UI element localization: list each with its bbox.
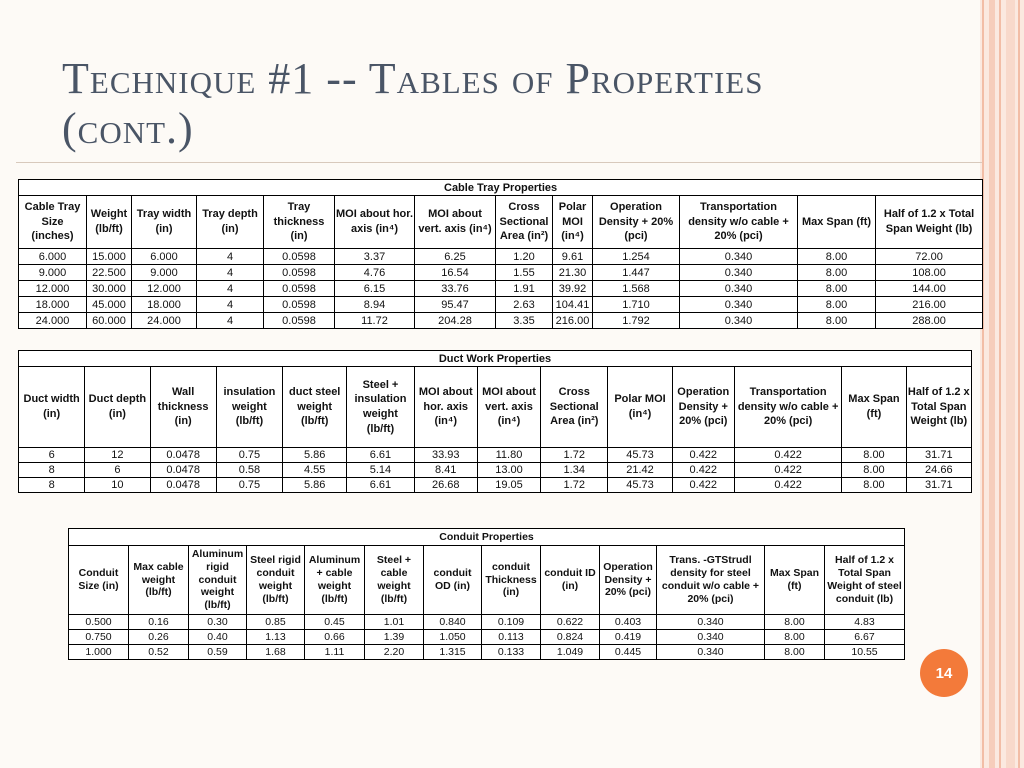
table-cell: 8.00 (842, 463, 906, 478)
table-cell: 26.68 (414, 478, 477, 493)
table-cell: 18.000 (19, 297, 87, 313)
table-header-row (19, 196, 983, 249)
table-cell: 18.000 (132, 297, 197, 313)
column-header: conduit OD (in) (424, 546, 482, 615)
table-cell: 8 (19, 478, 85, 493)
table-row (19, 448, 972, 463)
table-cell: 0.0598 (264, 249, 335, 265)
table-row (19, 463, 972, 478)
column-header: duct steel weight (lb/ft) (283, 367, 347, 448)
column-header: Trans. -GTStrudl density for steel conduit w/o cable + 20% (pci) (657, 546, 765, 615)
table-cell: 15.000 (87, 249, 132, 265)
table-cell: 8.00 (798, 249, 876, 265)
table-cell: 1.01 (365, 615, 424, 630)
table-cell: 0.622 (541, 615, 600, 630)
table-cell: 0.45 (305, 615, 365, 630)
table-cell: 31.71 (906, 478, 971, 493)
table-cell: 10 (85, 478, 150, 493)
table-cell: 0.419 (600, 630, 657, 645)
table-cell: 4 (197, 281, 264, 297)
column-header: Steel + insulation weight (lb/ft) (347, 367, 414, 448)
table-cell: 12.000 (132, 281, 197, 297)
table-cell: 4 (197, 297, 264, 313)
table-cell: 108.00 (876, 265, 983, 281)
table-cell: 11.72 (335, 313, 415, 329)
table-row (19, 478, 972, 493)
table-cell: 1.72 (541, 448, 608, 463)
table-cell: 13.00 (477, 463, 540, 478)
table-cell: 3.35 (496, 313, 553, 329)
table-cell: 8.00 (798, 297, 876, 313)
column-header: MOI about vert. axis (in⁴) (477, 367, 540, 448)
column-header: Tray width (in) (132, 196, 197, 249)
column-header: MOI about hor. axis (in⁴) (414, 367, 477, 448)
table-cell: 0.840 (424, 615, 482, 630)
table-cell: 1.049 (541, 645, 600, 660)
table-cell: 39.92 (553, 281, 593, 297)
table-row (69, 630, 905, 645)
table-cell: 0.26 (129, 630, 189, 645)
slide-edge-decoration (980, 0, 1024, 768)
table-cell: 6.25 (415, 249, 496, 265)
column-header: Aluminum + cable weight (lb/ft) (305, 546, 365, 615)
duct-work-properties-table (18, 350, 972, 493)
table-caption: Duct Work Properties (19, 351, 972, 367)
table-row (19, 265, 983, 281)
table-cell: 288.00 (876, 313, 983, 329)
table-cell: 24.000 (132, 313, 197, 329)
column-header: Cross Sectional Area (in²) (496, 196, 553, 249)
table-cell: 0.824 (541, 630, 600, 645)
table-cell: 4 (197, 313, 264, 329)
table-cell: 9.000 (19, 265, 87, 281)
table-cell: 24.000 (19, 313, 87, 329)
table-cell: 8.00 (798, 281, 876, 297)
table-cell: 0.52 (129, 645, 189, 660)
column-header: Steel rigid conduit weight (lb/ft) (247, 546, 305, 615)
table-cell: 0.133 (482, 645, 541, 660)
table-cell: 8 (19, 463, 85, 478)
table-cell: 0.0598 (264, 281, 335, 297)
table-cell: 8.00 (765, 630, 825, 645)
column-header: MOI about vert. axis (in⁴) (415, 196, 496, 249)
table-cell: 0.422 (672, 478, 734, 493)
table-cell: 1.315 (424, 645, 482, 660)
table-cell: 6.61 (347, 448, 414, 463)
table-cell: 0.403 (600, 615, 657, 630)
table-cell: 1.447 (593, 265, 680, 281)
table-cell: 216.00 (876, 297, 983, 313)
table-cell: 0.422 (734, 478, 841, 493)
table-cell: 0.40 (189, 630, 247, 645)
table-cell: 204.28 (415, 313, 496, 329)
column-header: Operation Density + 20% (pci) (593, 196, 680, 249)
table-cell: 4.76 (335, 265, 415, 281)
table-cell: 0.30 (189, 615, 247, 630)
column-header: Wall thickness (in) (150, 367, 216, 448)
table-cell: 1.11 (305, 645, 365, 660)
table-cell: 8.00 (765, 645, 825, 660)
column-header: insulation weight (lb/ft) (216, 367, 282, 448)
column-header: Max Span (ft) (842, 367, 906, 448)
slide-title (62, 54, 962, 154)
table-cell: 1.710 (593, 297, 680, 313)
table-cell: 0.340 (680, 313, 798, 329)
table-cell: 6.000 (19, 249, 87, 265)
page-number-badge: 14 (920, 649, 968, 697)
table-cell: 4.83 (825, 615, 905, 630)
column-header: Operation Density + 20% (pci) (600, 546, 657, 615)
table-cell: 0.340 (657, 615, 765, 630)
column-header: MOI about hor. axis (in⁴) (335, 196, 415, 249)
table-cell: 0.750 (69, 630, 129, 645)
table-cell: 33.76 (415, 281, 496, 297)
table-cell: 0.340 (680, 297, 798, 313)
table-cell: 11.80 (477, 448, 540, 463)
table-cell: 0.85 (247, 615, 305, 630)
table-cell: 21.42 (608, 463, 672, 478)
table-row (69, 615, 905, 630)
column-header: Max Span (ft) (765, 546, 825, 615)
table-row (19, 313, 983, 329)
column-header: Cable Tray Size (inches) (19, 196, 87, 249)
table-cell: 2.20 (365, 645, 424, 660)
table-cell: 1.13 (247, 630, 305, 645)
table-cell: 19.05 (477, 478, 540, 493)
table-cell: 0.58 (216, 463, 282, 478)
table-cell: 6.000 (132, 249, 197, 265)
title-divider (16, 162, 982, 163)
table-cell: 0.66 (305, 630, 365, 645)
table-cell: 9.000 (132, 265, 197, 281)
table-cell: 0.422 (672, 463, 734, 478)
table-caption: Cable Tray Properties (19, 180, 983, 196)
table-cell: 31.71 (906, 448, 971, 463)
table-cell: 0.0478 (150, 478, 216, 493)
table-cell: 22.500 (87, 265, 132, 281)
column-header: Polar MOI (in⁴) (608, 367, 672, 448)
table-cell: 216.00 (553, 313, 593, 329)
column-header: Polar MOI (in⁴) (553, 196, 593, 249)
table-cell: 1.568 (593, 281, 680, 297)
table-row (69, 645, 905, 660)
column-header: Transportation density w/o cable + 20% (pci) (680, 196, 798, 249)
table-cell: 1.72 (541, 478, 608, 493)
table-cell: 0.445 (600, 645, 657, 660)
table-cell: 1.000 (69, 645, 129, 660)
table-cell: 8.00 (842, 448, 906, 463)
column-header: Half of 1.2 x Total Span Weight of steel conduit (lb) (825, 546, 905, 615)
column-header: Steel + cable weight (lb/ft) (365, 546, 424, 615)
table-header-row (19, 367, 972, 448)
table-cell: 1.20 (496, 249, 553, 265)
column-header: Operation Density + 20% (pci) (672, 367, 734, 448)
table-cell: 6 (85, 463, 150, 478)
conduit-properties-table (68, 528, 905, 660)
table-cell: 33.93 (414, 448, 477, 463)
table-cell: 8.00 (798, 313, 876, 329)
table-cell: 1.34 (541, 463, 608, 478)
table-cell: 45.73 (608, 478, 672, 493)
table-cell: 0.0598 (264, 313, 335, 329)
table-cell: 4 (197, 265, 264, 281)
column-header: Aluminum rigid conduit weight (lb/ft) (189, 546, 247, 615)
column-header: Half of 1.2 x Total Span Weight (lb) (876, 196, 983, 249)
table-cell: 1.254 (593, 249, 680, 265)
table-cell: 8.00 (765, 615, 825, 630)
table-cell: 0.16 (129, 615, 189, 630)
table-cell: 5.86 (283, 448, 347, 463)
column-header: Cross Sectional Area (in²) (541, 367, 608, 448)
table-cell: 8.00 (798, 265, 876, 281)
table-cell: 144.00 (876, 281, 983, 297)
table-cell: 1.91 (496, 281, 553, 297)
table-cell: 2.63 (496, 297, 553, 313)
table-cell: 6.61 (347, 478, 414, 493)
table-cell: 12.000 (19, 281, 87, 297)
column-header: Weight (lb/ft) (87, 196, 132, 249)
table-cell: 8.41 (414, 463, 477, 478)
table-row (19, 297, 983, 313)
table-cell: 0.0478 (150, 463, 216, 478)
table-header-row (69, 546, 905, 615)
table-cell: 0.340 (680, 249, 798, 265)
table-cell: 104.41 (553, 297, 593, 313)
column-header: conduit Thickness (in) (482, 546, 541, 615)
table-cell: 1.39 (365, 630, 424, 645)
column-header: conduit ID (in) (541, 546, 600, 615)
table-cell: 8.00 (842, 478, 906, 493)
table-cell: 0.422 (734, 463, 841, 478)
table-cell: 5.86 (283, 478, 347, 493)
table-cell: 0.113 (482, 630, 541, 645)
column-header: Conduit Size (in) (69, 546, 129, 615)
table-cell: 0.59 (189, 645, 247, 660)
table-cell: 5.14 (347, 463, 414, 478)
column-header: Max cable weight (lb/ft) (129, 546, 189, 615)
column-header: Transportation density w/o cable + 20% (pci) (734, 367, 841, 448)
table-caption: Conduit Properties (69, 529, 905, 546)
table-cell: 1.55 (496, 265, 553, 281)
table-row (19, 249, 983, 265)
table-cell: 4 (197, 249, 264, 265)
table-cell: 0.422 (734, 448, 841, 463)
table-cell: 0.500 (69, 615, 129, 630)
column-header: Duct depth (in) (85, 367, 150, 448)
table-cell: 0.340 (657, 630, 765, 645)
table-cell: 4.55 (283, 463, 347, 478)
table-cell: 1.68 (247, 645, 305, 660)
table-cell: 0.0478 (150, 448, 216, 463)
table-cell: 60.000 (87, 313, 132, 329)
slide-title-line-2: (cont.) (62, 104, 194, 153)
table-cell: 6.15 (335, 281, 415, 297)
table-cell: 0.422 (672, 448, 734, 463)
table-cell: 0.340 (680, 281, 798, 297)
table-cell: 45.73 (608, 448, 672, 463)
table-cell: 12 (85, 448, 150, 463)
table-cell: 16.54 (415, 265, 496, 281)
table-cell: 8.94 (335, 297, 415, 313)
table-cell: 0.109 (482, 615, 541, 630)
column-header: Tray thickness (in) (264, 196, 335, 249)
table-cell: 0.340 (657, 645, 765, 660)
table-cell: 0.0598 (264, 297, 335, 313)
slide-title-line-1: Technique #1 -- Tables of Properties (62, 54, 764, 103)
column-header: Duct width (in) (19, 367, 85, 448)
table-cell: 10.55 (825, 645, 905, 660)
cable-tray-properties-table (18, 179, 983, 329)
column-header: Tray depth (in) (197, 196, 264, 249)
table-row (19, 281, 983, 297)
table-cell: 0.75 (216, 448, 282, 463)
table-cell: 9.61 (553, 249, 593, 265)
table-cell: 72.00 (876, 249, 983, 265)
table-cell: 30.000 (87, 281, 132, 297)
table-cell: 95.47 (415, 297, 496, 313)
column-header: Max Span (ft) (798, 196, 876, 249)
table-cell: 45.000 (87, 297, 132, 313)
table-cell: 3.37 (335, 249, 415, 265)
column-header: Half of 1.2 x Total Span Weight (lb) (906, 367, 971, 448)
table-cell: 1.792 (593, 313, 680, 329)
table-cell: 6.67 (825, 630, 905, 645)
table-cell: 0.340 (680, 265, 798, 281)
table-cell: 21.30 (553, 265, 593, 281)
table-cell: 1.050 (424, 630, 482, 645)
table-cell: 24.66 (906, 463, 971, 478)
table-cell: 0.0598 (264, 265, 335, 281)
table-cell: 0.75 (216, 478, 282, 493)
table-cell: 6 (19, 448, 85, 463)
